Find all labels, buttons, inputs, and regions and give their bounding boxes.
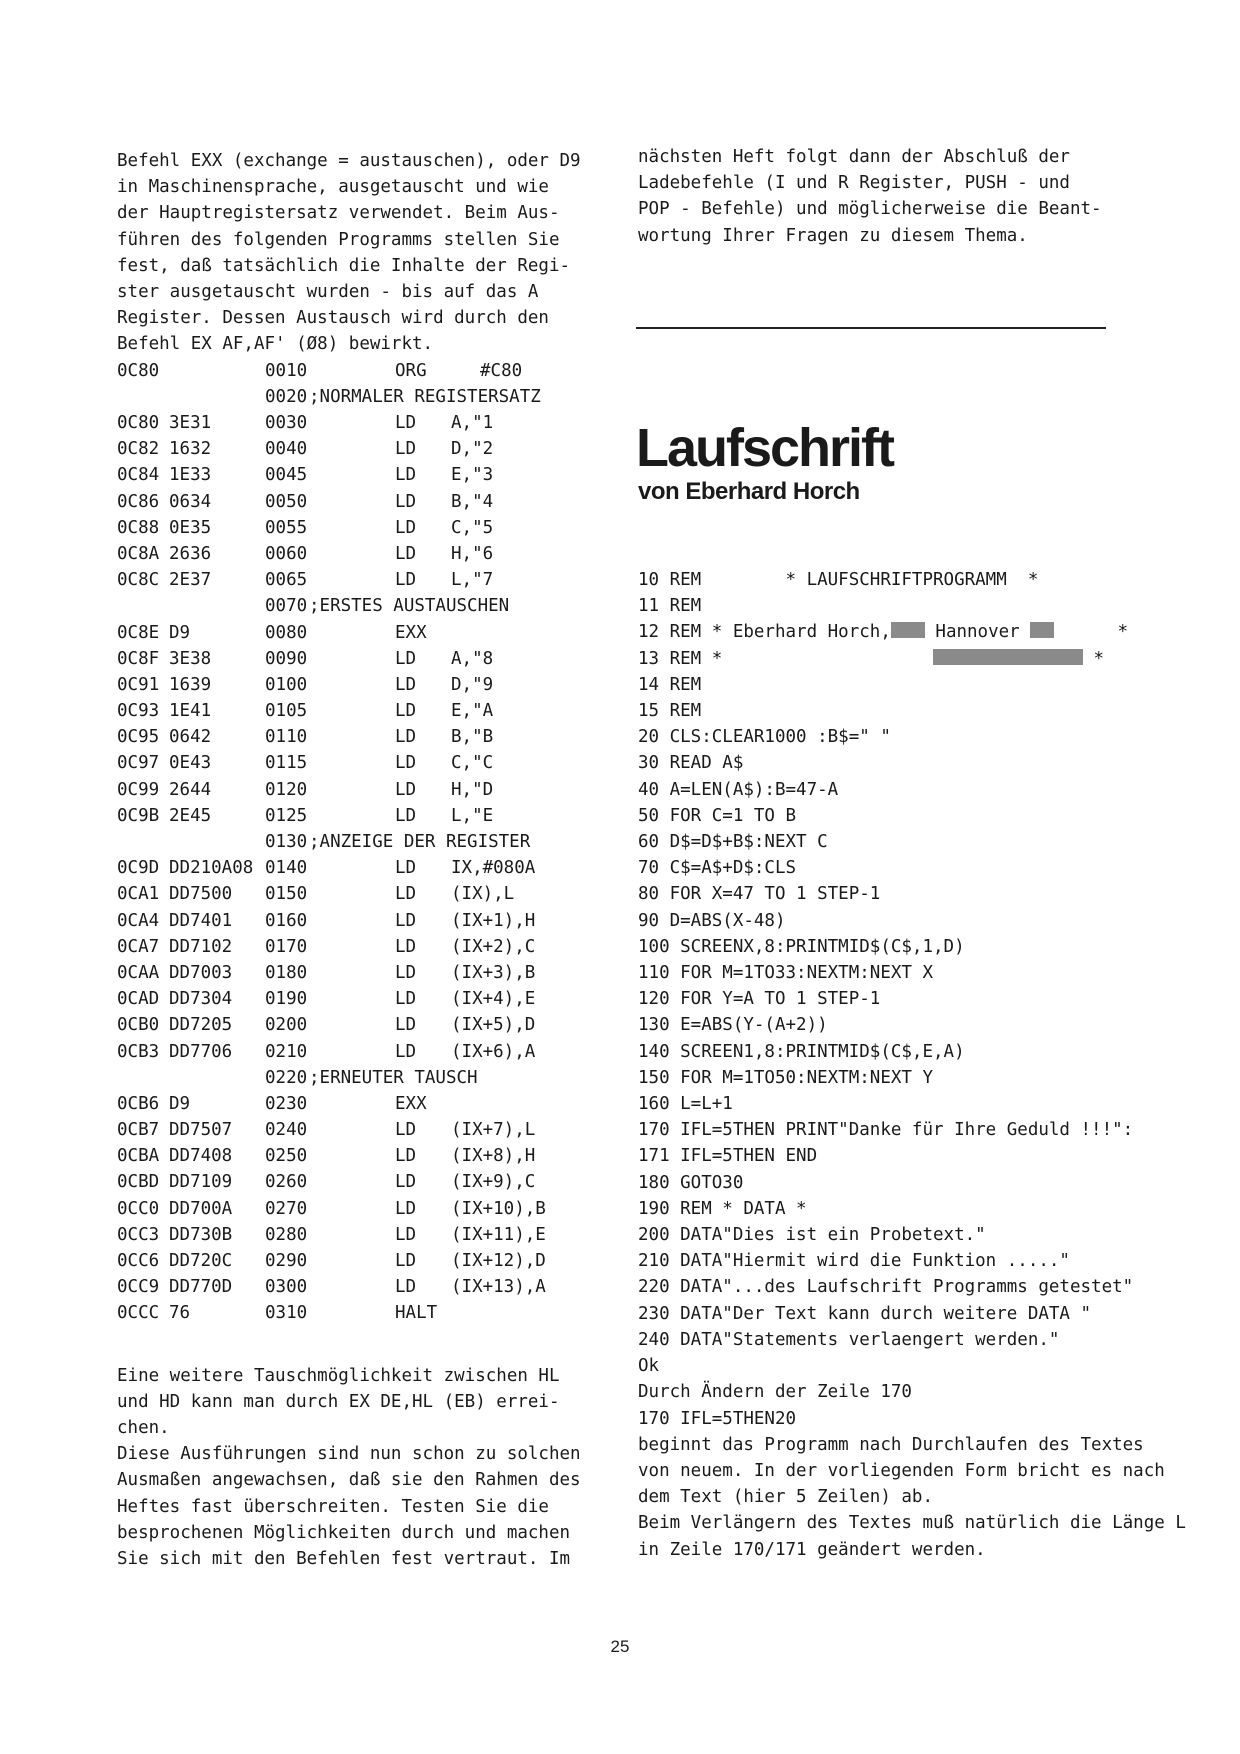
asm-op: LD: [395, 753, 417, 774]
asm-code: DD770D: [169, 1277, 233, 1298]
basic-line: 100 SCREENX,8:PRINTMID$(C$,1,D): [638, 936, 965, 957]
asm-arg: C,"C: [451, 753, 494, 774]
asm-addr: 0C8A: [117, 543, 160, 564]
asm-line: 0160: [265, 910, 308, 931]
asm-arg: E,"A: [451, 701, 494, 722]
text-line: Register. Dessen Austausch wird durch den: [117, 308, 549, 329]
asm-code: 1E41: [169, 701, 212, 722]
asm-line: 0080: [265, 622, 308, 643]
text-line: Ladebefehle (I und R Register, PUSH - und: [638, 173, 1070, 194]
right-intro-paragraph: [638, 144, 1158, 249]
asm-row: [117, 881, 597, 907]
asm-row: [117, 1300, 597, 1326]
asm-arg: B,"4: [451, 491, 494, 512]
asm-arg: D,"9: [451, 674, 494, 695]
asm-addr: 0CB7: [117, 1120, 160, 1141]
asm-line: 0050: [265, 491, 308, 512]
asm-addr: 0C99: [117, 779, 160, 800]
asm-addr: 0C8F: [117, 648, 160, 669]
asm-code: 1632: [169, 439, 212, 460]
asm-arg: (IX+6),A: [451, 1041, 536, 1062]
asm-row: [117, 462, 597, 488]
text-line: und HD kann man durch EX DE,HL (EB) errei-: [117, 1391, 560, 1412]
asm-code: 2E45: [169, 805, 212, 826]
asm-addr: 0C8C: [117, 570, 160, 591]
asm-addr: 0C97: [117, 753, 160, 774]
asm-arg: L,"7: [451, 570, 494, 591]
asm-line: 0070: [265, 596, 308, 617]
asm-op: LD: [395, 936, 417, 957]
text-line: besprochenen Möglichkeiten durch und machen: [117, 1522, 571, 1543]
asm-addr: 0C95: [117, 727, 160, 748]
basic-line: beginnt das Programm nach Durchlaufen des Textes: [638, 1434, 1144, 1455]
asm-line: 0240: [265, 1120, 308, 1141]
asm-arg: A,"1: [451, 413, 494, 433]
text-line: Eine weitere Tauschmöglichkeit zwischen HL: [117, 1365, 560, 1386]
asm-code: DD7205: [169, 1015, 233, 1036]
asm-line: 0260: [265, 1172, 308, 1193]
asm-line: 0045: [265, 465, 308, 486]
asm-op: LD: [395, 570, 417, 591]
asm-addr: 0C91: [117, 674, 160, 695]
asm-code: 76: [169, 1303, 191, 1324]
basic-line: 180 GOTO30: [638, 1172, 744, 1193]
right-column-intro: [638, 144, 1158, 249]
asm-arg: (IX+13),A: [451, 1277, 546, 1298]
asm-op: LD: [395, 1224, 417, 1245]
basic-line: in Zeile 170/171 geändert werden.: [638, 1539, 986, 1560]
asm-line: 0220: [265, 1067, 308, 1088]
asm-arg: (IX),L: [451, 884, 515, 905]
left-intro-paragraph: [117, 148, 597, 358]
asm-arg: (IX+10),B: [451, 1198, 546, 1219]
asm-addr: 0CBD: [117, 1172, 160, 1193]
asm-op: LD: [395, 701, 417, 722]
asm-row: [117, 1117, 597, 1143]
text-line: fest, daß tatsächlich die Inhalte der Regi-: [117, 255, 571, 276]
basic-line: 170 IFL=5THEN20: [638, 1408, 797, 1429]
text-line: POP - Befehle) und möglicherweise die Beant-: [638, 199, 1102, 220]
asm-op: LD: [395, 1146, 417, 1167]
asm-row: [117, 410, 597, 436]
asm-line: 0190: [265, 989, 308, 1010]
basic-line: 80 FOR X=47 TO 1 STEP-1: [638, 884, 881, 905]
asm-line: 0100: [265, 674, 308, 695]
asm-row: [117, 384, 597, 410]
asm-code: DD7706: [169, 1041, 233, 1062]
basic-line: 10 REM * LAUFSCHRIFTPROGRAMM *: [638, 570, 1039, 590]
asm-op: LD: [395, 1120, 417, 1141]
asm-line: 0105: [265, 701, 308, 722]
text-line: Ausmaßen angewachsen, daß sie den Rahmen des: [117, 1470, 581, 1491]
asm-code: 0642: [169, 727, 212, 748]
asm-code: D9: [169, 622, 191, 643]
asm-code: DD730B: [169, 1224, 233, 1245]
text-line: in Maschinensprache, ausgetauscht und wie: [117, 177, 549, 198]
asm-code: 2E37: [169, 570, 212, 591]
basic-line: 40 A=LEN(A$):B=47-A: [638, 779, 839, 800]
asm-addr: 0C8E: [117, 622, 160, 643]
basic-line: 110 FOR M=1TO33:NEXTM:NEXT X: [638, 963, 934, 984]
asm-op: LD: [395, 1041, 417, 1062]
asm-row: [117, 1169, 597, 1195]
asm-op: LD: [395, 727, 417, 748]
left-outro-paragraph: [117, 1363, 597, 1573]
asm-op: EXX: [395, 622, 427, 643]
asm-arg: D,"2: [451, 439, 494, 460]
asm-arg: (IX+8),H: [451, 1146, 536, 1167]
asm-code: DD7408: [169, 1146, 233, 1167]
asm-arg: A,"8: [451, 648, 494, 669]
asm-code: 3E38: [169, 648, 212, 669]
basic-line: 90 D=ABS(X-48): [638, 910, 786, 931]
asm-arg: (IX+3),B: [451, 962, 536, 983]
asm-arg: (IX+7),L: [451, 1120, 536, 1141]
asm-row: [117, 777, 597, 803]
asm-line: 0120: [265, 779, 308, 800]
asm-row: [117, 803, 597, 829]
basic-line: 13 REM * *: [638, 648, 1105, 669]
asm-row: [117, 541, 597, 567]
asm-row: [117, 358, 597, 384]
basic-line: 171 IFL=5THEN END: [638, 1146, 818, 1167]
asm-addr: 0C80: [117, 413, 160, 433]
asm-row: [117, 620, 597, 646]
asm-arg: (IX+12),D: [451, 1251, 546, 1271]
asm-line: 0110: [265, 727, 308, 748]
text-line: nächsten Heft folgt dann der Abschluß der: [638, 147, 1070, 167]
asm-code: DD7102: [169, 936, 233, 957]
text-line: der Hauptregistersatz verwendet. Beim Aus-: [117, 203, 560, 224]
asm-row: [117, 1196, 597, 1222]
asm-row: [117, 829, 597, 855]
basic-line: 11 REM: [638, 596, 702, 617]
asm-row: [117, 1248, 597, 1274]
asm-op: LD: [395, 465, 417, 486]
asm-line: 0280: [265, 1224, 308, 1245]
asm-arg: H,"6: [451, 543, 494, 564]
asm-arg: C,"5: [451, 517, 494, 538]
asm-op: LD: [395, 962, 417, 983]
left-column: [117, 148, 597, 1572]
asm-op: LD: [395, 543, 417, 564]
asm-code: DD7401: [169, 910, 233, 931]
basic-listing: [638, 567, 1186, 1563]
asm-row: [117, 986, 597, 1012]
asm-op: LD: [395, 517, 417, 538]
basic-line: 50 FOR C=1 TO B: [638, 805, 797, 826]
text-line: Befehl EXX (exchange = austauschen), oder D9: [117, 151, 581, 171]
asm-op: LD: [395, 805, 417, 826]
basic-line: 170 IFL=5THEN PRINT"Danke für Ihre Geduld !!!":: [638, 1120, 1134, 1141]
asm-addr: 0CB6: [117, 1093, 160, 1114]
asm-code: 2636: [169, 543, 212, 564]
asm-op: LD: [395, 1251, 417, 1271]
asm-addr: 0C84: [117, 465, 160, 486]
redaction-block: [891, 622, 925, 638]
redaction-block: [933, 649, 1083, 665]
asm-row: [117, 1143, 597, 1169]
asm-comment: ;ERSTES AUSTAUSCHEN: [309, 596, 510, 617]
asm-addr: 0CCC: [117, 1303, 160, 1324]
article-byline: von Eberhard Horch: [638, 478, 860, 505]
asm-line: 0300: [265, 1277, 308, 1298]
asm-addr: 0CC0: [117, 1198, 160, 1219]
basic-line: 210 DATA"Hiermit wird die Funktion .....": [638, 1251, 1070, 1272]
asm-line: 0200: [265, 1015, 308, 1036]
asm-arg: (IX+2),C: [451, 936, 536, 957]
asm-arg: IX,#080A: [451, 858, 536, 879]
asm-line: 0270: [265, 1198, 308, 1219]
asm-addr: 0C93: [117, 701, 160, 722]
asm-code: 2644: [169, 779, 212, 800]
asm-row: [117, 698, 597, 724]
asm-line: 0230: [265, 1093, 308, 1114]
asm-op: LD: [395, 910, 417, 931]
asm-code: DD7003: [169, 962, 233, 983]
asm-addr: 0CAA: [117, 962, 160, 983]
basic-line: 120 FOR Y=A TO 1 STEP-1: [638, 989, 881, 1010]
asm-row: [117, 855, 597, 881]
asm-code: DD700A: [169, 1198, 233, 1219]
asm-row: [117, 515, 597, 541]
asm-code: 0E35: [169, 517, 212, 538]
asm-arg: (IX+11),E: [451, 1224, 546, 1245]
text-line: führen des folgenden Programms stellen Sie: [117, 229, 560, 250]
asm-code: 1639: [169, 674, 212, 695]
asm-addr: 0CC6: [117, 1251, 160, 1271]
asm-addr: 0C86: [117, 491, 160, 512]
basic-line: Ok: [638, 1356, 660, 1377]
basic-line: 190 REM * DATA *: [638, 1198, 807, 1219]
asm-line: 0310: [265, 1303, 308, 1324]
asm-row: [117, 724, 597, 750]
basic-line: 220 DATA"...des Laufschrift Programms getestet": [638, 1277, 1134, 1298]
asm-row: [117, 1039, 597, 1065]
redaction-block: [1030, 622, 1054, 638]
asm-op: LD: [395, 989, 417, 1010]
asm-line: 0115: [265, 753, 308, 774]
asm-addr: 0C9B: [117, 805, 160, 826]
asm-code: DD720C: [169, 1251, 233, 1271]
asm-line: 0210: [265, 1041, 308, 1062]
asm-row: [117, 489, 597, 515]
asm-line: 0020: [265, 386, 308, 407]
asm-arg: H,"D: [451, 779, 494, 800]
asm-row: [117, 1222, 597, 1248]
asm-arg: B,"B: [451, 727, 494, 748]
asm-code: 0E43: [169, 753, 212, 774]
asm-arg: (IX+5),D: [451, 1015, 536, 1036]
asm-arg: E,"3: [451, 465, 494, 486]
asm-addr: 0C80: [117, 360, 160, 381]
asm-comment: ;NORMALER REGISTERSATZ: [309, 386, 541, 407]
asm-op: EXX: [395, 1093, 427, 1114]
asm-line: 0010: [265, 360, 308, 381]
basic-line: 240 DATA"Statements verlaengert werden.": [638, 1329, 1060, 1350]
asm-op: LD: [395, 413, 417, 433]
text-line: wortung Ihrer Fragen zu diesem Thema.: [638, 225, 1028, 246]
asm-row: [117, 593, 597, 619]
assembler-listing: [117, 358, 597, 1327]
asm-op: LD: [395, 1015, 417, 1036]
basic-line: 230 DATA"Der Text kann durch weitere DATA ": [638, 1303, 1092, 1324]
asm-line: 0055: [265, 517, 308, 538]
asm-line: 0060: [265, 543, 308, 564]
asm-addr: 0CB0: [117, 1015, 160, 1036]
asm-line: 0130: [265, 832, 308, 852]
asm-arg: (IX+4),E: [451, 989, 536, 1010]
asm-row: [117, 750, 597, 776]
asm-op: LD: [395, 1172, 417, 1193]
asm-op: LD: [395, 1277, 417, 1298]
basic-line: 150 FOR M=1TO50:NEXTM:NEXT Y: [638, 1067, 934, 1088]
asm-addr: 0CBA: [117, 1146, 160, 1167]
asm-row: [117, 672, 597, 698]
basic-line: dem Text (hier 5 Zeilen) ab.: [638, 1487, 934, 1508]
basic-line: 130 E=ABS(Y-(A+2)): [638, 1015, 828, 1036]
asm-line: 0125: [265, 805, 308, 826]
asm-row: [117, 960, 597, 986]
basic-line: 200 DATA"Dies ist ein Probetext.": [638, 1225, 986, 1246]
asm-code: 1E33: [169, 465, 212, 486]
asm-line: 0290: [265, 1251, 308, 1271]
asm-addr: 0CA4: [117, 910, 160, 931]
asm-op: LD: [395, 1198, 417, 1219]
asm-addr: 0C82: [117, 439, 160, 460]
asm-comment: ;ANZEIGE DER REGISTER: [309, 832, 531, 852]
text-line: Heftes fast überschreiten. Testen Sie die: [117, 1496, 549, 1517]
asm-line: 0140: [265, 858, 308, 879]
asm-op: LD: [395, 779, 417, 800]
asm-code: D9: [169, 1093, 191, 1114]
basic-line: 140 SCREEN1,8:PRINTMID$(C$,E,A): [638, 1041, 965, 1062]
asm-code: DD7109: [169, 1172, 233, 1193]
asm-line: 0065: [265, 570, 308, 591]
basic-line: von neuem. In der vorliegenden Form bricht es nach: [638, 1460, 1165, 1481]
asm-line: 0040: [265, 439, 308, 460]
text-line: Befehl EX AF,AF' (Ø8) bewirkt.: [117, 334, 434, 355]
basic-line: 12 REM * Eberhard Horch, Hannover *: [638, 622, 1128, 643]
asm-addr: 0CC9: [117, 1277, 160, 1298]
asm-addr: 0C88: [117, 517, 160, 538]
basic-line: 15 REM: [638, 701, 702, 722]
asm-op: LD: [395, 648, 417, 669]
section-divider: [636, 327, 1106, 329]
asm-code: DD7500: [169, 884, 233, 905]
text-line: ster ausgetauscht wurden - bis auf das A: [117, 282, 539, 303]
text-line: Sie sich mit den Befehlen fest vertraut. Im: [117, 1548, 571, 1569]
asm-line: 0250: [265, 1146, 308, 1167]
asm-line: 0150: [265, 884, 308, 905]
basic-line: 14 REM: [638, 674, 702, 695]
text-line: chen.: [117, 1417, 170, 1438]
asm-op: ORG: [395, 360, 427, 381]
asm-op: HALT: [395, 1303, 438, 1324]
asm-op: LD: [395, 439, 417, 460]
asm-arg: #C80: [480, 360, 523, 381]
asm-op: LD: [395, 491, 417, 512]
basic-line: 70 C$=A$+D$:CLS: [638, 858, 797, 879]
basic-line: 30 READ A$: [638, 753, 744, 774]
asm-code: 3E31: [169, 413, 212, 433]
text-line: Diese Ausführungen sind nun schon zu solchen: [117, 1444, 581, 1465]
asm-op: LD: [395, 674, 417, 695]
asm-row: [117, 1091, 597, 1117]
article-title: Laufschrift: [636, 418, 894, 478]
asm-row: [117, 436, 597, 462]
asm-addr: 0CAD: [117, 989, 160, 1010]
asm-row: [117, 908, 597, 934]
asm-arg: (IX+1),H: [451, 910, 536, 931]
asm-row: [117, 1012, 597, 1038]
asm-addr: 0CC3: [117, 1224, 160, 1245]
asm-row: [117, 934, 597, 960]
asm-code: DD7507: [169, 1120, 233, 1141]
asm-code: DD210A08: [169, 858, 254, 879]
asm-addr: 0C9D: [117, 858, 160, 879]
asm-arg: L,"E: [451, 805, 494, 826]
asm-row: [117, 1274, 597, 1300]
asm-line: 0090: [265, 648, 308, 669]
asm-line: 0180: [265, 962, 308, 983]
asm-addr: 0CB3: [117, 1041, 160, 1062]
asm-comment: ;ERNEUTER TAUSCH: [309, 1067, 478, 1088]
basic-line: 20 CLS:CLEAR1000 :B$=" ": [638, 727, 891, 748]
asm-code: DD7304: [169, 989, 233, 1010]
basic-line: Beim Verlängern des Textes muß natürlich die Länge L: [638, 1513, 1186, 1534]
asm-line: 0030: [265, 413, 308, 433]
asm-arg: (IX+9),C: [451, 1172, 536, 1193]
page-number: 25: [610, 1637, 630, 1656]
asm-addr: 0CA1: [117, 884, 160, 905]
asm-op: LD: [395, 884, 417, 905]
basic-line: 60 D$=D$+B$:NEXT C: [638, 832, 828, 853]
asm-line: 0170: [265, 936, 308, 957]
basic-line: 160 L=L+1: [638, 1094, 733, 1115]
asm-addr: 0CA7: [117, 936, 160, 957]
asm-code: 0634: [169, 491, 212, 512]
asm-row: [117, 1065, 597, 1091]
asm-op: LD: [395, 858, 417, 879]
asm-row: [117, 646, 597, 672]
basic-line: Durch Ändern der Zeile 170: [638, 1382, 912, 1403]
asm-row: [117, 567, 597, 593]
